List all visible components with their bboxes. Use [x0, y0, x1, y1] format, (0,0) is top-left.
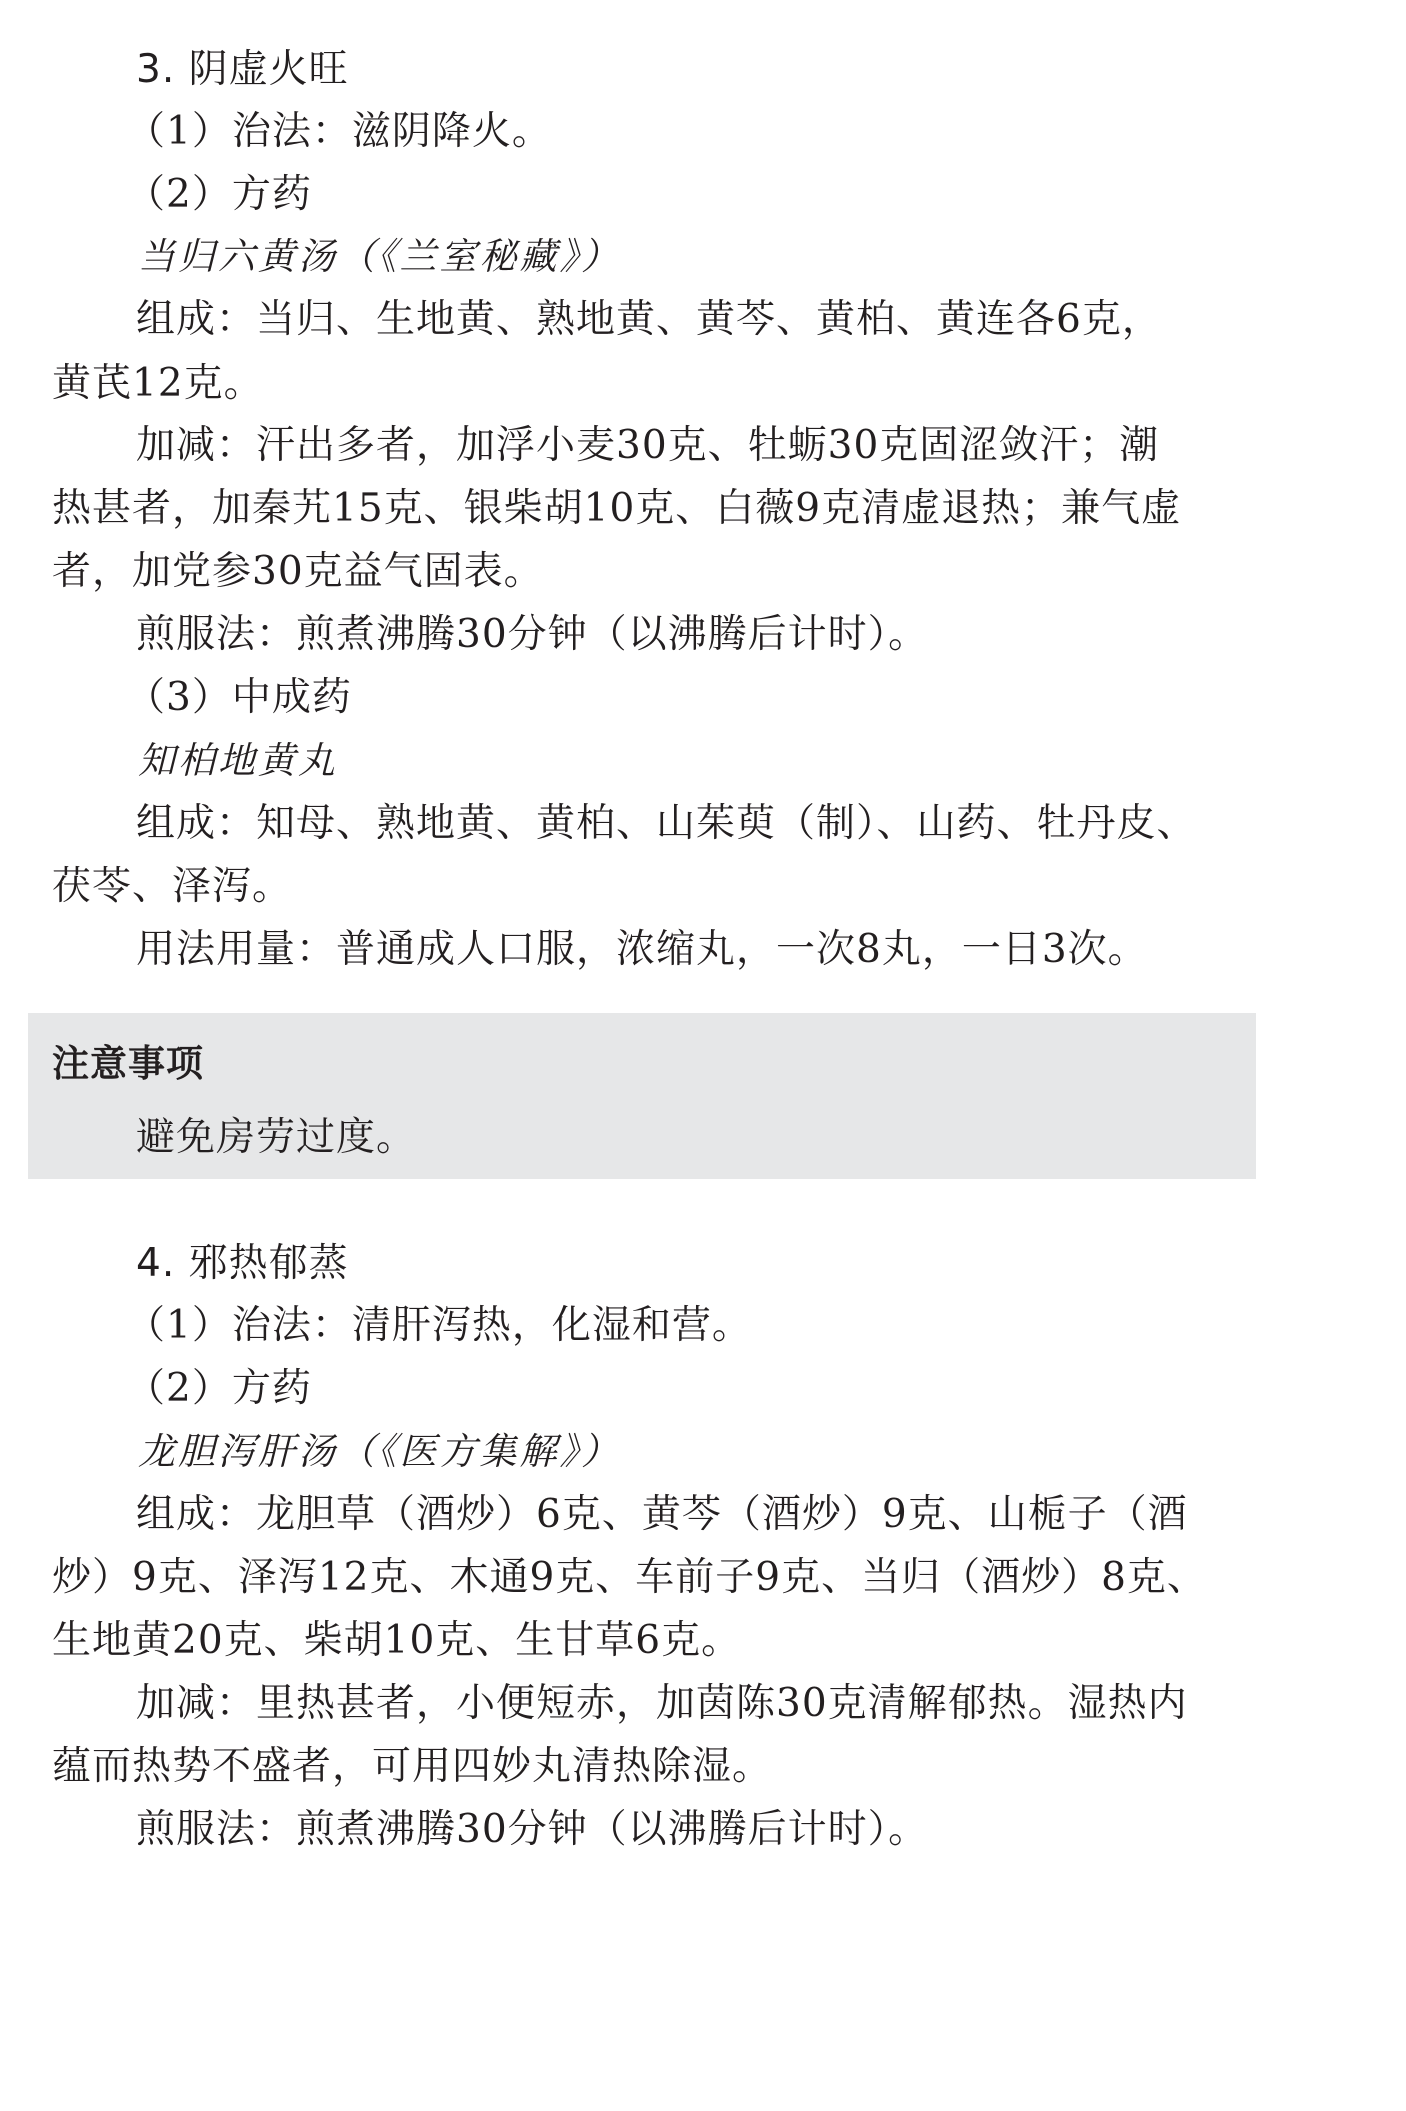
section-4-composition-line-2: 炒）9克、泽泻12克、木通9克、车前子9克、当归（酒炒）8克、	[52, 1555, 1207, 1600]
section-4-formula-heading: （2）方药	[126, 1366, 312, 1411]
section-3-composition-line-1: 组成：当归、生地黄、熟地黄、黄芩、黄柏、黄连各6克，	[136, 297, 1162, 342]
section-3-patent-name: 知柏地黄丸	[138, 739, 338, 782]
section-3-formula-name: 当归六黄汤（《兰室秘藏》）	[138, 235, 621, 278]
section-3-composition-line-2: 黄芪12克。	[52, 361, 264, 406]
section-4-composition-line-3: 生地黄20克、柴胡10克、生甘草6克。	[52, 1618, 742, 1663]
section-3-heading: 3. 阴虚火旺	[136, 47, 349, 92]
section-3-formula-heading: （2）方药	[126, 172, 312, 217]
section-4-formula-name: 龙胆泻肝汤（《医方集解》）	[138, 1430, 621, 1473]
section-3-modification-line-3: 者，加党参30克益气固表。	[52, 549, 544, 594]
section-3-decoction: 煎服法：煎煮沸腾30分钟（以沸腾后计时）。	[136, 612, 929, 657]
notice-title: 注意事项	[52, 1042, 204, 1085]
notice-text: 避免房劳过度。	[136, 1115, 417, 1160]
section-3-patent-heading: （3）中成药	[126, 675, 352, 720]
section-4-modification-line-2: 蕴而热势不盛者，可用四妙丸清热除湿。	[52, 1744, 773, 1789]
section-4-composition-line-1: 组成：龙胆草（酒炒）6克、黄芩（酒炒）9克、山栀子（酒	[136, 1492, 1188, 1537]
section-4-method: （1）治法：清肝泻热，化湿和营。	[126, 1303, 752, 1348]
section-4-decoction: 煎服法：煎煮沸腾30分钟（以沸腾后计时）。	[136, 1807, 929, 1852]
section-3-method: （1）治法：滋阴降火。	[126, 109, 552, 154]
section-3-patent-composition-line-2: 茯苓、泽泻。	[52, 864, 293, 909]
section-4-heading: 4. 邪热郁蒸	[136, 1241, 349, 1286]
section-3-modification-line-1: 加减：汗出多者，加浮小麦30克、牡蛎30克固涩敛汗；潮	[136, 423, 1160, 468]
section-4-modification-line-1: 加减：里热甚者，小便短赤，加茵陈30克清解郁热。湿热内	[136, 1681, 1188, 1726]
section-3-patent-usage: 用法用量：普通成人口服，浓缩丸，一次8丸，一日3次。	[136, 927, 1148, 972]
section-3-modification-line-2: 热甚者，加秦艽15克、银柴胡10克、白薇9克清虚退热；兼气虚	[52, 486, 1182, 531]
section-3-patent-composition-line-1: 组成：知母、熟地黄、黄柏、山茱萸（制）、山药、牡丹皮、	[136, 801, 1197, 846]
